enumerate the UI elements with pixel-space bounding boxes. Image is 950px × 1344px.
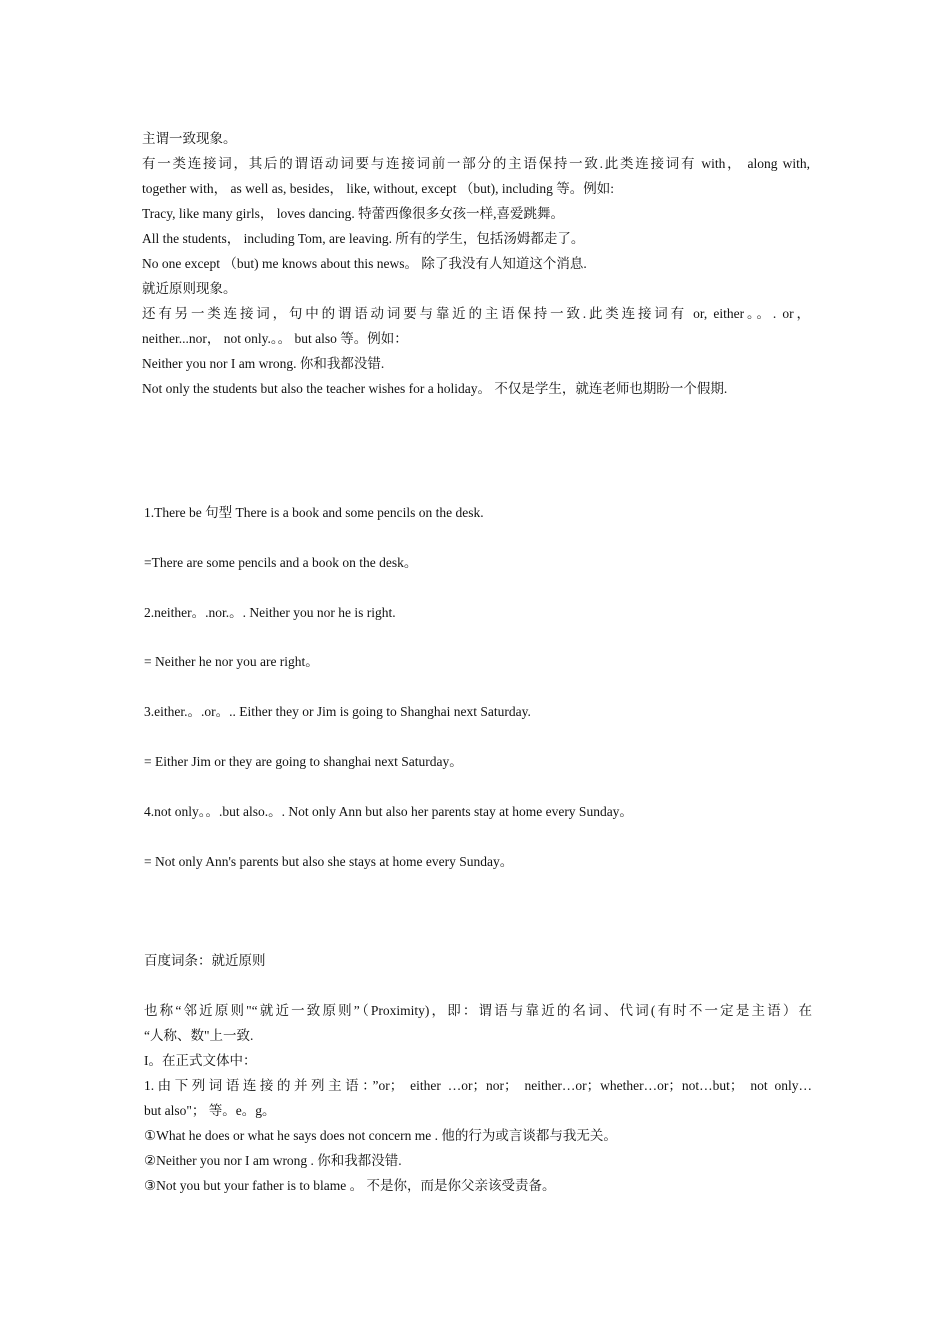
text-line: 还有另一类连接词，句中的谓语动词要与靠近的主语保持一致.此类连接词有 or, either。。. or，	[142, 306, 810, 321]
example-line: = Neither he nor you are right。	[144, 654, 319, 670]
example-line: Not only the students but also the teacher wishes for a holiday。 不仅是学生，就连老师也期盼一个假期.	[142, 381, 728, 396]
example-line: = Either Jim or they are going to shanghai next Saturday。	[144, 753, 463, 769]
example-line: Neither you nor I am wrong. 你和我都没错.	[142, 356, 385, 371]
section-heading-baidu: 百度词条：就近原则	[144, 953, 266, 968]
section-heading-proximity: 就近原则现象。	[142, 281, 237, 296]
text-line: I。在正式文体中：	[144, 1053, 257, 1068]
example-line: 1.There be 句型 There is a book and some pencils on the desk.	[144, 505, 484, 520]
example-line: Tracy, like many girls， loves dancing. 特蕾西像很多女孩一样,喜爱跳舞。	[142, 206, 564, 221]
text-line: 有一类连接词，其后的谓语动词要与连接词前一部分的主语保持一致.此类连接词有 with， along with,	[142, 156, 810, 171]
example-line: =There are some pencils and a book on the desk。	[144, 554, 418, 570]
example-line: No one except （but) me knows about this news。 除了我没有人知道这个消息.	[142, 256, 587, 271]
example-line: 2.neither。.nor.。. Neither you nor he is right.	[144, 604, 396, 620]
example-line: ①What he does or what he says does not concern me . 他的行为或言谈都与我无关。	[144, 1128, 617, 1143]
example-line: ②Neither you nor I am wrong . 你和我都没错.	[144, 1153, 402, 1168]
example-line: = Not only Ann's parents but also she stays at home every Sunday。	[144, 853, 514, 869]
example-line: 3.either.。.or。.. Either they or Jim is going to Shanghai next Saturday.	[144, 704, 531, 720]
text-line: 1.由下列词语连接的并列主语：”or； either …or；nor； neither…or；whether…or；not…but； not only…	[144, 1078, 812, 1093]
text-line: but also"； 等。e。g。	[144, 1103, 276, 1118]
text-line: together with， as well as, besides， like, without, except （but), including 等。例如:	[142, 181, 615, 196]
section-agreement-rules	[142, 126, 810, 401]
example-line: All the students， including Tom, are leaving. 所有的学生，包括汤姆都走了。	[142, 231, 585, 246]
section-baidu-entry	[144, 948, 812, 1198]
example-line: 4.not only。。.but also.。. Not only Ann but also her parents stay at home every Sunday。	[144, 803, 633, 819]
text-line: neither...nor， not only.。。 but also 等。例如：	[142, 331, 408, 346]
section-heading-agreement: 主谓一致现象。	[142, 131, 237, 146]
text-line: 也称“邻近原则"“就近一致原则”（Proximity)，即：谓语与靠近的名词、代词(有时不一定是主语）在	[144, 1003, 812, 1018]
text-line: “人称、数"上一致.	[144, 1028, 254, 1043]
spacer	[144, 973, 812, 998]
example-line: ③Not you but your father is to blame 。 不是你，而是你父亲该受责备。	[144, 1178, 556, 1193]
section-sentence-examples	[144, 500, 812, 898]
